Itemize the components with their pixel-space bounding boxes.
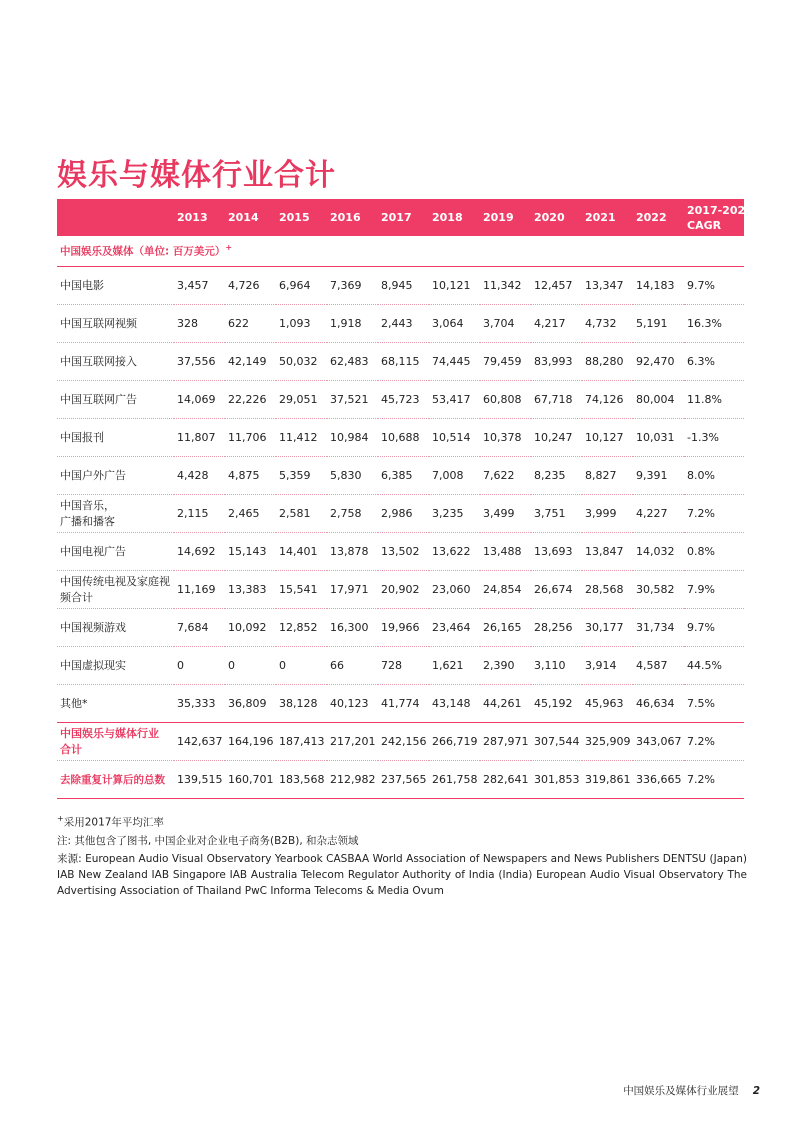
cell-value: 10,688: [378, 419, 429, 457]
cell-value: 26,165: [480, 609, 531, 647]
cell-value: 45,192: [531, 685, 582, 723]
cell-value: 22,226: [225, 381, 276, 419]
cell-cagr: 9.7%: [684, 267, 744, 305]
cell-value: 4,587: [633, 647, 684, 685]
cell-value: 2,390: [480, 647, 531, 685]
cell-value: 3,110: [531, 647, 582, 685]
cell-value: 2,465: [225, 495, 276, 533]
cell-value: 31,734: [633, 609, 684, 647]
cell-value: 24,854: [480, 571, 531, 609]
cell-cagr: 44.5%: [684, 647, 744, 685]
row-label-line: 中国电视广告: [60, 544, 126, 558]
table-row: [57, 381, 744, 419]
cell-value: 12,852: [276, 609, 327, 647]
cell-value: 4,726: [225, 267, 276, 305]
cell-value: 266,719: [429, 723, 480, 761]
cell-value: 11,807: [174, 419, 225, 457]
cell-value: 139,515: [174, 761, 225, 799]
table-row: [57, 647, 744, 685]
row-label: [57, 419, 174, 457]
cell-value: 5,830: [327, 457, 378, 495]
cell-value: 68,115: [378, 343, 429, 381]
row-label-line: 广播和播客: [60, 514, 115, 528]
net-total-row: [57, 761, 744, 799]
cell-value: 3,457: [174, 267, 225, 305]
row-label: [57, 761, 174, 799]
cell-value: 13,502: [378, 533, 429, 571]
table-row: [57, 685, 744, 723]
table-row: [57, 495, 744, 533]
row-label-line: 中国娱乐与媒体行业: [60, 726, 159, 740]
cell-value: 261,758: [429, 761, 480, 799]
cell-value: 0: [174, 647, 225, 685]
section-label-cell: [57, 236, 744, 267]
cell-value: 28,256: [531, 609, 582, 647]
cell-value: 0: [225, 647, 276, 685]
page-title: 娱乐与媒体行业合计: [57, 158, 336, 193]
cell-value: 8,235: [531, 457, 582, 495]
row-label-line: 中国电影: [60, 278, 104, 292]
data-table: [57, 199, 753, 799]
cell-value: 26,674: [531, 571, 582, 609]
cell-value: 74,126: [582, 381, 633, 419]
cell-cagr: 16.3%: [684, 305, 744, 343]
cell-value: 343,067: [633, 723, 684, 761]
header-cagr-period: 2017-2022: [687, 203, 753, 217]
cell-value: 30,177: [582, 609, 633, 647]
cell-value: 282,641: [480, 761, 531, 799]
fx-note-text: 采用2017年平均汇率: [63, 816, 164, 829]
row-label: [57, 495, 174, 533]
cell-value: 319,861: [582, 761, 633, 799]
cell-value: 1,093: [276, 305, 327, 343]
cell-value: 142,637: [174, 723, 225, 761]
table-row: [57, 533, 744, 571]
row-label-line: 中国报刊: [60, 430, 104, 444]
cell-value: 60,808: [480, 381, 531, 419]
row-label-line: 合计: [60, 742, 82, 756]
cell-value: 45,963: [582, 685, 633, 723]
header-year: 2022: [633, 199, 684, 236]
fx-note: [57, 811, 747, 831]
cell-value: 242,156: [378, 723, 429, 761]
cell-value: 336,665: [633, 761, 684, 799]
header-year: 2016: [327, 199, 378, 236]
row-label: [57, 343, 174, 381]
cell-value: 9,391: [633, 457, 684, 495]
source-note: 来源: European Audio Visual Observatory Yearbook CASBAA World Association of Newspapers and News Publishers DENTSU (Japan) IAB New Zealand IAB Singapore IAB Australia Telecom Regulator Authority of India (India) European Audio Visual Observatory The Advertising Association of Thailand PwC Informa Telecoms & Media Ovum: [57, 852, 747, 897]
table-row: [57, 457, 744, 495]
cell-cagr: 11.8%: [684, 381, 744, 419]
cell-value: 2,758: [327, 495, 378, 533]
row-label: [57, 685, 174, 723]
cell-value: 14,069: [174, 381, 225, 419]
cell-value: 325,909: [582, 723, 633, 761]
cell-value: 35,333: [174, 685, 225, 723]
cell-value: 2,581: [276, 495, 327, 533]
cell-value: 23,464: [429, 609, 480, 647]
cell-value: 79,459: [480, 343, 531, 381]
cell-cagr: -1.3%: [684, 419, 744, 457]
cell-value: 13,347: [582, 267, 633, 305]
cell-value: 217,201: [327, 723, 378, 761]
total-row: [57, 723, 744, 761]
cell-cagr: 6.3%: [684, 343, 744, 381]
cell-value: 13,693: [531, 533, 582, 571]
row-label-line: 去除重复计算后的总数: [60, 773, 165, 786]
cell-value: 8,945: [378, 267, 429, 305]
cell-value: 14,032: [633, 533, 684, 571]
cell-value: 5,359: [276, 457, 327, 495]
cell-value: 66: [327, 647, 378, 685]
cell-value: 10,378: [480, 419, 531, 457]
cell-value: 11,169: [174, 571, 225, 609]
cell-value: 10,247: [531, 419, 582, 457]
cell-value: 164,196: [225, 723, 276, 761]
cell-value: 3,064: [429, 305, 480, 343]
header-year: 2018: [429, 199, 480, 236]
cell-value: 16,300: [327, 609, 378, 647]
cell-value: 5,191: [633, 305, 684, 343]
cell-value: 287,971: [480, 723, 531, 761]
cell-cagr: 7.2%: [684, 761, 744, 799]
cell-value: 92,470: [633, 343, 684, 381]
page-footer: [623, 1083, 760, 1098]
cell-value: 37,521: [327, 381, 378, 419]
table-row: [57, 609, 744, 647]
cell-value: 37,556: [174, 343, 225, 381]
cell-value: 3,999: [582, 495, 633, 533]
cell-value: 12,457: [531, 267, 582, 305]
cell-value: 7,622: [480, 457, 531, 495]
table-header-row: [57, 199, 744, 236]
cell-value: 4,875: [225, 457, 276, 495]
cell-value: 74,445: [429, 343, 480, 381]
row-label-line: 中国互联网视频: [60, 316, 137, 330]
row-label: [57, 457, 174, 495]
row-label: [57, 533, 174, 571]
cell-value: 40,123: [327, 685, 378, 723]
section-marker: +: [225, 243, 233, 253]
cell-value: 28,568: [582, 571, 633, 609]
cell-value: 23,060: [429, 571, 480, 609]
header-year: 2019: [480, 199, 531, 236]
cell-value: 10,121: [429, 267, 480, 305]
cell-value: 328: [174, 305, 225, 343]
header-cagr: [684, 199, 753, 236]
cell-value: 3,704: [480, 305, 531, 343]
table-row: [57, 267, 744, 305]
cell-value: 160,701: [225, 761, 276, 799]
cell-value: 15,541: [276, 571, 327, 609]
table-row: [57, 419, 744, 457]
row-label-line: 中国互联网接入: [60, 354, 137, 368]
cell-value: 13,622: [429, 533, 480, 571]
header-year: 2021: [582, 199, 633, 236]
row-label: [57, 267, 174, 305]
fx-marker: +: [57, 814, 64, 823]
cell-value: 11,342: [480, 267, 531, 305]
cell-value: 3,235: [429, 495, 480, 533]
cell-value: 728: [378, 647, 429, 685]
cell-value: 1,621: [429, 647, 480, 685]
cell-value: 6,964: [276, 267, 327, 305]
cell-value: 88,280: [582, 343, 633, 381]
cell-value: 2,443: [378, 305, 429, 343]
cell-value: 2,115: [174, 495, 225, 533]
cell-value: 19,966: [378, 609, 429, 647]
cell-value: 53,417: [429, 381, 480, 419]
cell-value: 187,413: [276, 723, 327, 761]
cell-value: 7,008: [429, 457, 480, 495]
cell-value: 307,544: [531, 723, 582, 761]
cell-value: 10,031: [633, 419, 684, 457]
cell-value: 183,568: [276, 761, 327, 799]
header-year: 2015: [276, 199, 327, 236]
header-year: 2013: [174, 199, 225, 236]
cell-value: 8,827: [582, 457, 633, 495]
header-year: 2017: [378, 199, 429, 236]
cell-value: 83,993: [531, 343, 582, 381]
cell-value: 10,514: [429, 419, 480, 457]
cell-cagr: 7.2%: [684, 495, 744, 533]
cell-value: 44,261: [480, 685, 531, 723]
section-label: 中国娱乐及媒体（单位: 百万美元）: [60, 245, 226, 258]
cell-value: 36,809: [225, 685, 276, 723]
cell-value: 14,401: [276, 533, 327, 571]
cell-value: 42,149: [225, 343, 276, 381]
row-label-line: 中国传统电视及家庭视: [60, 574, 170, 588]
cell-value: 45,723: [378, 381, 429, 419]
cell-value: 13,878: [327, 533, 378, 571]
cell-value: 3,751: [531, 495, 582, 533]
cell-value: 13,383: [225, 571, 276, 609]
cell-value: 6,385: [378, 457, 429, 495]
cell-value: 46,634: [633, 685, 684, 723]
row-label-line: 中国虚拟现实: [60, 658, 126, 672]
row-label-line: 频合计: [60, 590, 93, 604]
cell-value: 14,692: [174, 533, 225, 571]
table-row: [57, 571, 744, 609]
table-row: [57, 343, 744, 381]
table-row: [57, 305, 744, 343]
cell-value: 67,718: [531, 381, 582, 419]
cell-value: 237,565: [378, 761, 429, 799]
row-label-line: 中国户外广告: [60, 468, 126, 482]
cell-value: 14,183: [633, 267, 684, 305]
other-note: 注: 其他包含了图书, 中国企业对企业电子商务(B2B), 和杂志领域: [57, 834, 359, 847]
cell-value: 38,128: [276, 685, 327, 723]
cell-value: 301,853: [531, 761, 582, 799]
cell-value: 10,984: [327, 419, 378, 457]
cell-value: 3,914: [582, 647, 633, 685]
row-label: [57, 571, 174, 609]
cell-value: 15,143: [225, 533, 276, 571]
cell-value: 11,412: [276, 419, 327, 457]
page-number: 2: [752, 1085, 760, 1097]
row-label: [57, 305, 174, 343]
row-label-line: 中国音乐，: [60, 498, 115, 512]
cell-value: 13,847: [582, 533, 633, 571]
cell-value: 50,032: [276, 343, 327, 381]
cell-value: 13,488: [480, 533, 531, 571]
cell-value: 20,902: [378, 571, 429, 609]
cell-value: 4,217: [531, 305, 582, 343]
cell-cagr: 0.8%: [684, 533, 744, 571]
cell-value: 0: [276, 647, 327, 685]
cell-value: 41,774: [378, 685, 429, 723]
cell-value: 29,051: [276, 381, 327, 419]
cell-cagr: 8.0%: [684, 457, 744, 495]
cell-cagr: 7.5%: [684, 685, 744, 723]
notes: [57, 811, 747, 899]
header-year: 2020: [531, 199, 582, 236]
cell-value: 4,227: [633, 495, 684, 533]
cell-cagr: 7.2%: [684, 723, 744, 761]
section-row: [57, 236, 744, 267]
cell-value: 7,684: [174, 609, 225, 647]
cell-value: 30,582: [633, 571, 684, 609]
cell-value: 43,148: [429, 685, 480, 723]
cell-value: 212,982: [327, 761, 378, 799]
cell-value: 10,127: [582, 419, 633, 457]
cell-value: 3,499: [480, 495, 531, 533]
cell-cagr: 9.7%: [684, 609, 744, 647]
cell-value: 2,986: [378, 495, 429, 533]
cell-value: 17,971: [327, 571, 378, 609]
row-label: [57, 647, 174, 685]
cell-cagr: 7.9%: [684, 571, 744, 609]
cell-value: 1,918: [327, 305, 378, 343]
header-year: 2014: [225, 199, 276, 236]
cell-value: 4,428: [174, 457, 225, 495]
cell-value: 622: [225, 305, 276, 343]
cell-value: 80,004: [633, 381, 684, 419]
row-label: [57, 609, 174, 647]
row-label-line: 中国视频游戏: [60, 620, 126, 634]
header-cagr-label: CAGR: [687, 218, 722, 232]
cell-value: 62,483: [327, 343, 378, 381]
cell-value: 11,706: [225, 419, 276, 457]
cell-value: 7,369: [327, 267, 378, 305]
row-label: [57, 723, 174, 761]
cell-value: 10,092: [225, 609, 276, 647]
row-label-line: 中国互联网广告: [60, 392, 137, 406]
header-blank: [57, 199, 174, 236]
row-label-line: 其他*: [60, 696, 88, 710]
footer-title: 中国娱乐及媒体行业展望: [623, 1085, 739, 1097]
row-label: [57, 381, 174, 419]
cell-value: 4,732: [582, 305, 633, 343]
